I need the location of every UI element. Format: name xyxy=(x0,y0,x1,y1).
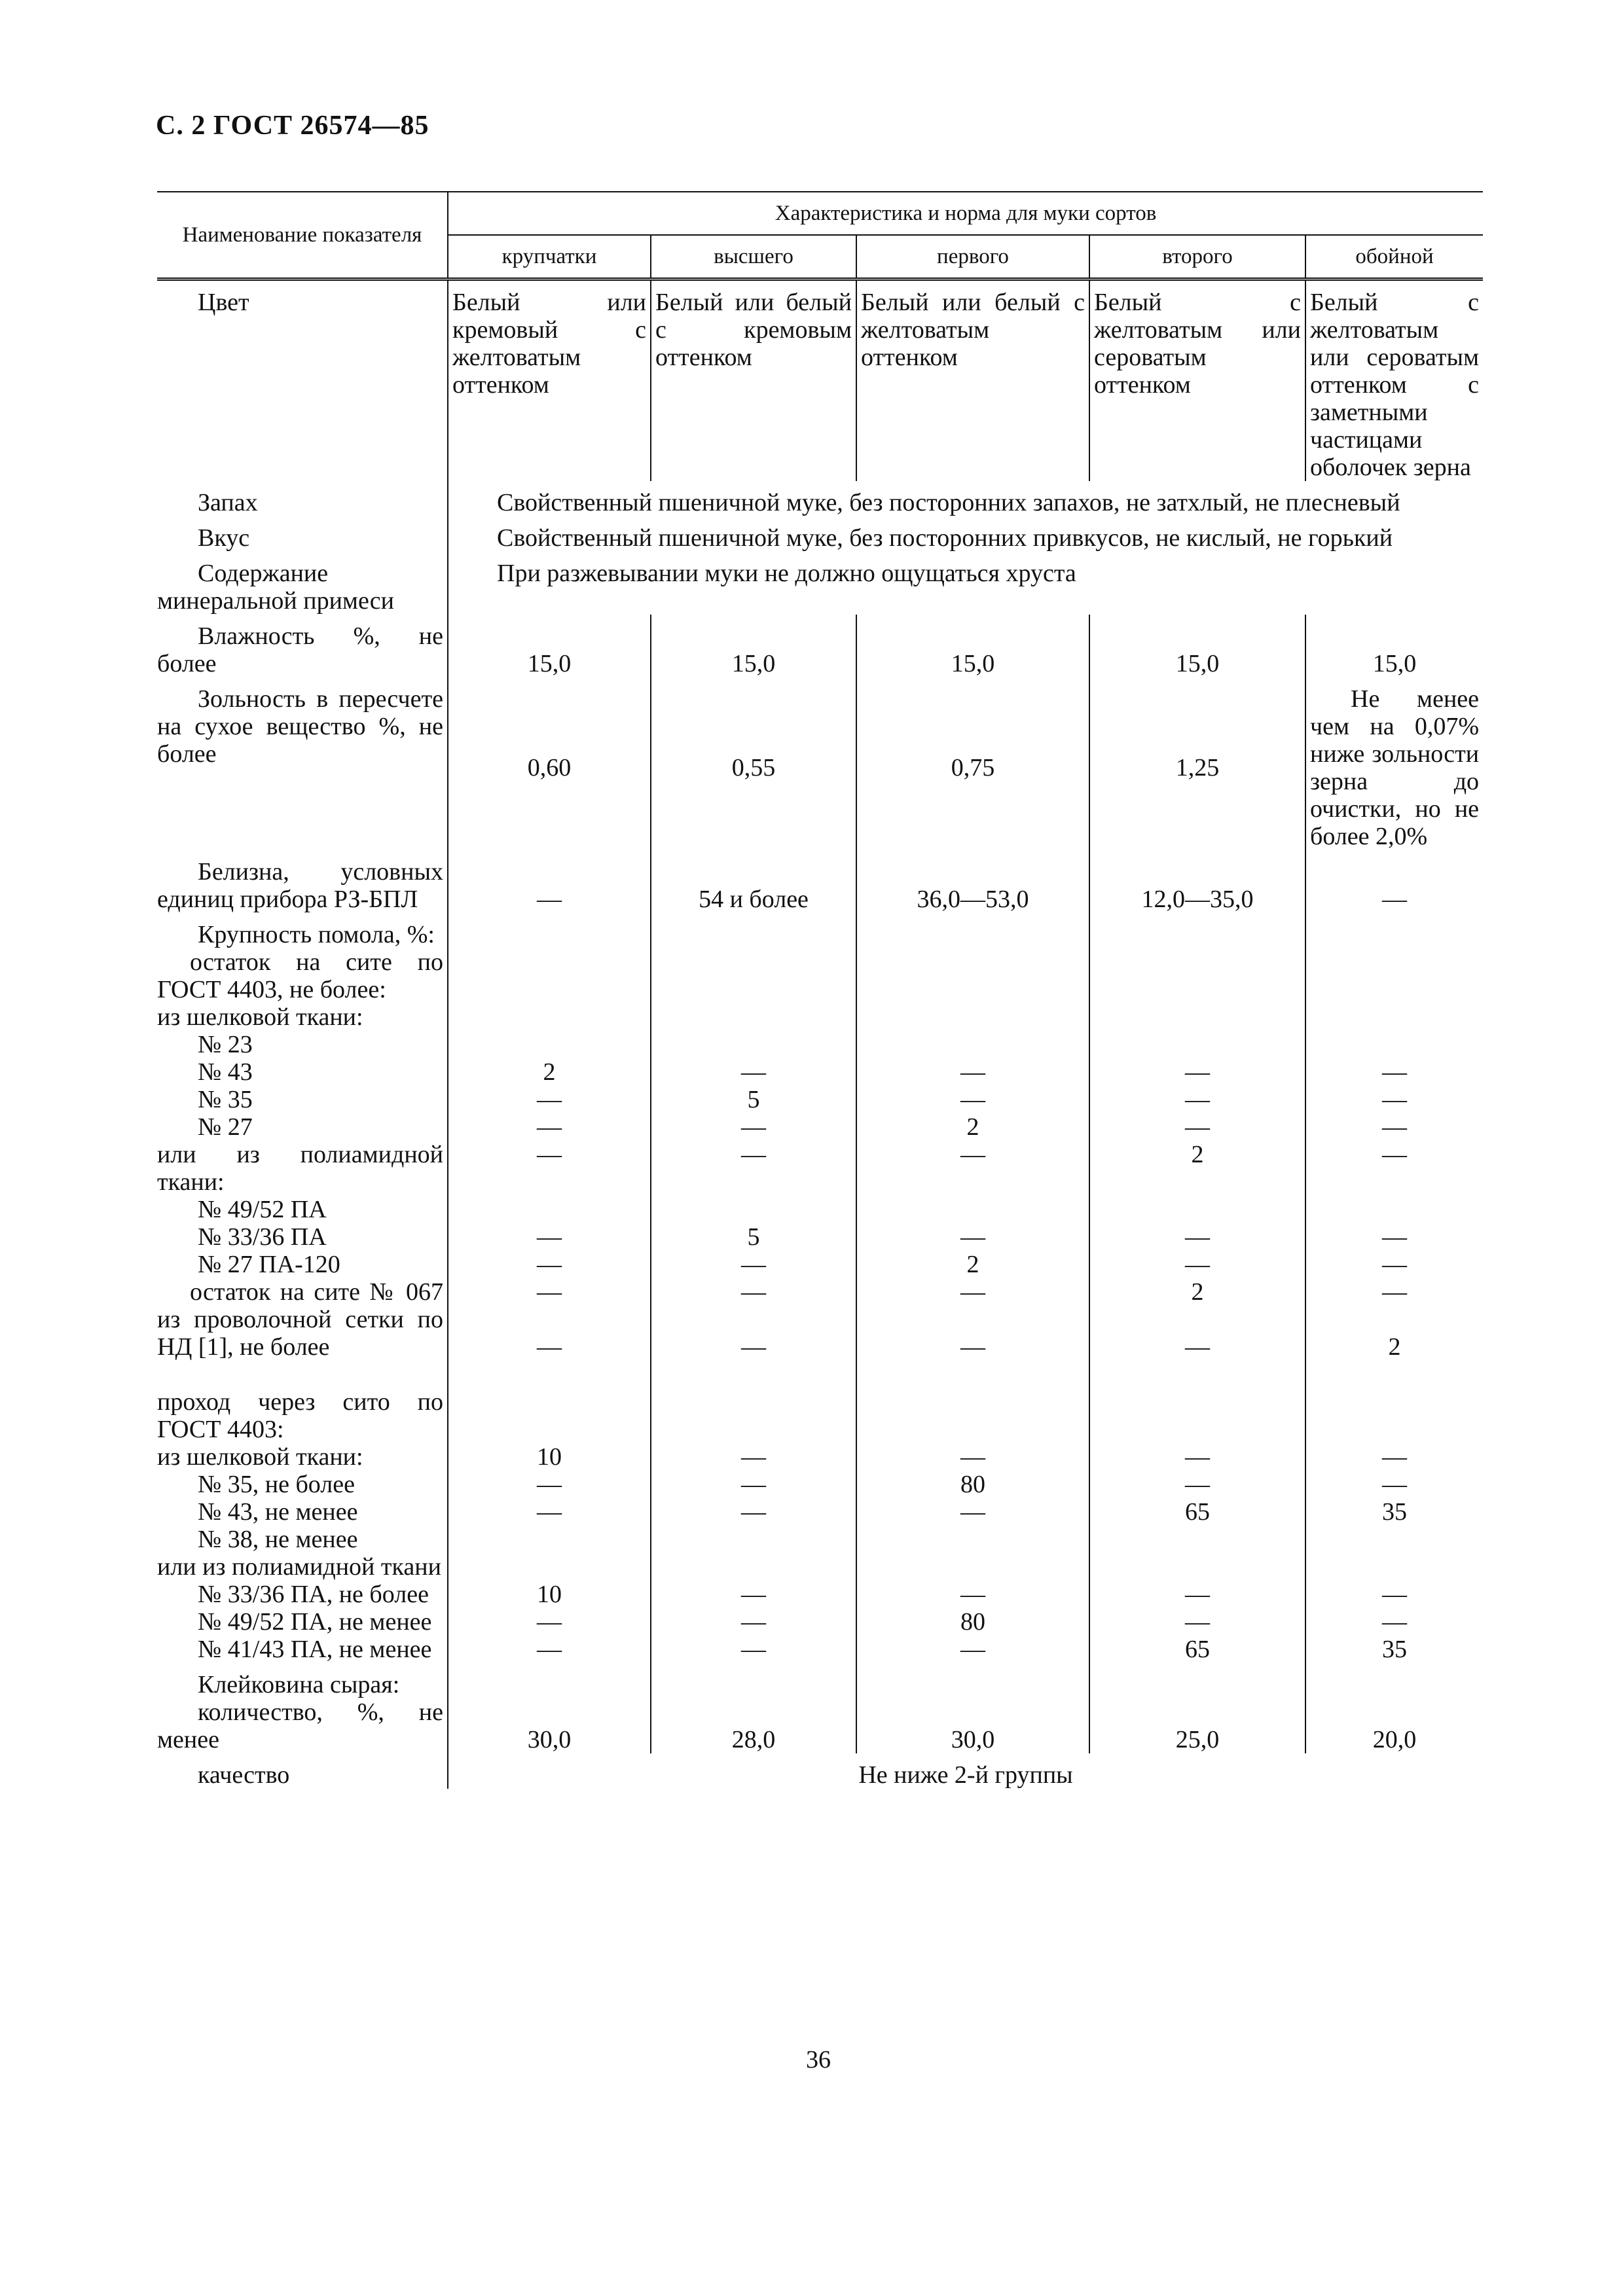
table-cell: 12,0—35,0 xyxy=(1089,850,1305,913)
table-cell: 10 xyxy=(537,1443,562,1471)
table-cell: Белый или белый с желтоватым оттенком xyxy=(856,279,1089,482)
grind-title: Крупность помола, %: xyxy=(198,921,435,948)
table-cell: Белый или кремовый с желтоватым оттенком xyxy=(448,279,651,482)
table-cell: — xyxy=(1382,1443,1408,1471)
table-cell-merged: При разжевывании муки не должно ощущаться хруста xyxy=(448,552,1483,615)
column-header-grade: высшего xyxy=(651,235,856,279)
row-label: Вкус xyxy=(198,524,250,552)
page-header: С. 2 ГОСТ 26574—85 xyxy=(156,111,429,141)
table-cell: 5 xyxy=(747,1223,760,1251)
table-cell: 15,0 xyxy=(1305,615,1483,677)
table-cell-merged: Не ниже 2-й группы xyxy=(448,1753,1483,1789)
row-label: Цвет xyxy=(198,289,249,316)
table-cell: 65 xyxy=(1185,1636,1210,1663)
sieve-label: № 27 ПА-120 xyxy=(198,1251,340,1278)
table-cell: 10 xyxy=(537,1581,562,1608)
row-label: Содержание минеральной примеси xyxy=(157,560,394,615)
sieve-label: № 41/43 ПА, не менее xyxy=(198,1636,432,1663)
row-label-group xyxy=(157,1663,448,1753)
table-cell: — xyxy=(741,1058,766,1086)
table-cell: — xyxy=(537,1223,562,1251)
table-cell-stack xyxy=(651,1388,856,1663)
column-header-grade: второго xyxy=(1089,235,1305,279)
table-cell: — xyxy=(537,1278,562,1306)
table-cell: — xyxy=(1185,1443,1210,1471)
table-cell: 2 xyxy=(1191,1278,1204,1306)
table-cell-merged: Свойственный пшеничной муке, без посторонних запахов, не затхлый, не плесневый xyxy=(448,481,1483,516)
table-cell: — xyxy=(1382,1141,1408,1168)
table-cell: — xyxy=(1305,850,1483,913)
table-cell: 80 xyxy=(960,1471,985,1498)
table-cell: — xyxy=(1382,1608,1408,1636)
column-header-grade: крупчатки xyxy=(448,235,651,279)
table-cell: — xyxy=(1382,1058,1408,1086)
table-cell: 0,55 xyxy=(651,677,856,850)
sieve-label: № 49/52 ПА xyxy=(198,1196,327,1223)
table-cell-stack xyxy=(651,913,856,1388)
table-row-smell xyxy=(157,481,1483,516)
table-cell: — xyxy=(1185,1251,1210,1278)
sieve-label: № 35, не более xyxy=(198,1471,355,1498)
table-cell: — xyxy=(741,1141,766,1168)
sieve-label: № 33/36 ПА xyxy=(198,1223,327,1251)
table-cell: 2 xyxy=(1191,1141,1204,1168)
table-cell-merged: Свойственный пшеничной муке, без посторонних привкусов, не кислый, не горький xyxy=(448,516,1483,552)
table-cell-stack xyxy=(856,1388,1089,1663)
table-cell: — xyxy=(1185,1608,1210,1636)
table-cell-stack xyxy=(1089,913,1305,1388)
table-cell: — xyxy=(741,1608,766,1636)
flour-quality-table xyxy=(157,191,1483,1789)
pass-title: проход через сито по ГОСТ 4403: xyxy=(157,1388,443,1443)
gluten-quantity-label: количество, %, не менее xyxy=(157,1698,443,1753)
sieve-label: № 35 xyxy=(198,1086,253,1113)
table-cell: — xyxy=(741,1251,766,1278)
row-label: Влажность %, не более xyxy=(157,622,443,677)
table-cell-stack xyxy=(448,913,651,1388)
table-cell: 15,0 xyxy=(1089,615,1305,677)
table-row-moisture xyxy=(157,615,1483,677)
table-cell: — xyxy=(741,1278,766,1306)
table-cell: 20,0 xyxy=(1305,1663,1483,1753)
sieve-label: № 38, не менее xyxy=(198,1526,358,1553)
table-cell: 30,0 xyxy=(448,1663,651,1753)
table-cell: 65 xyxy=(1185,1498,1210,1526)
table-cell: 28,0 xyxy=(651,1663,856,1753)
table-cell: — xyxy=(537,1636,562,1663)
table-cell: — xyxy=(1382,1251,1408,1278)
table-cell: — xyxy=(537,1251,562,1278)
row-label: Зольность в пересчете на сухое вещество %, не более xyxy=(157,685,443,768)
table-cell: — xyxy=(537,1333,562,1361)
table-cell: 30,0 xyxy=(856,1663,1089,1753)
table-cell: 2 xyxy=(1388,1333,1401,1361)
table-cell: — xyxy=(741,1636,766,1663)
table-cell: 1,25 xyxy=(1089,677,1305,850)
table-row-taste xyxy=(157,516,1483,552)
wire-label: остаток на сите № 067 из проволочной сетки по НД [1], не более xyxy=(157,1278,443,1361)
table-row-grind-residue xyxy=(157,913,1483,1388)
table-cell: — xyxy=(1382,1086,1408,1113)
table-cell: 25,0 xyxy=(1089,1663,1305,1753)
poly-title: или из полиамидной ткани: xyxy=(157,1141,443,1196)
table-row-ash xyxy=(157,677,1483,850)
table-cell: Не менее чем на 0,07% ниже зольности зерна до очистки, но не более 2,0% xyxy=(1305,677,1483,850)
table-cell: — xyxy=(1185,1333,1210,1361)
row-label: качество xyxy=(198,1761,290,1789)
table-cell: — xyxy=(741,1471,766,1498)
sieve-label: № 23 xyxy=(198,1031,253,1058)
table-cell: — xyxy=(741,1498,766,1526)
table-row-whiteness xyxy=(157,850,1483,913)
column-group-header: Характеристика и норма для муки сортов xyxy=(448,192,1483,235)
table-cell: — xyxy=(537,1498,562,1526)
row-label-group xyxy=(157,1388,448,1663)
silk-title: из шелковой ткани: xyxy=(157,1443,363,1471)
poly-title: или из полиамидной ткани xyxy=(157,1553,441,1581)
table-row-grind-pass xyxy=(157,1388,1483,1663)
table-cell: — xyxy=(1382,1223,1408,1251)
sieve-label: № 43 xyxy=(198,1058,253,1086)
table-row-gluten-quantity xyxy=(157,1663,1483,1753)
table-cell: — xyxy=(960,1333,985,1361)
table-cell: — xyxy=(1185,1113,1210,1141)
table-cell: — xyxy=(741,1113,766,1141)
table-cell: 5 xyxy=(747,1086,760,1113)
table-cell-stack xyxy=(856,913,1089,1388)
table-cell-stack xyxy=(448,1388,651,1663)
table-cell: — xyxy=(1185,1058,1210,1086)
table-cell: 80 xyxy=(960,1608,985,1636)
table-cell: Белый или белый с кремовым оттенком xyxy=(651,279,856,482)
table-cell: — xyxy=(960,1141,985,1168)
table-cell: — xyxy=(741,1333,766,1361)
table-cell: 36,0—53,0 xyxy=(856,850,1089,913)
table-cell: — xyxy=(960,1581,985,1608)
table-cell: 54 и более xyxy=(651,850,856,913)
table-cell-stack xyxy=(1305,913,1483,1388)
table-cell: — xyxy=(537,1608,562,1636)
table-cell: 0,75 xyxy=(856,677,1089,850)
table-cell: — xyxy=(960,1086,985,1113)
table-cell: 35 xyxy=(1382,1498,1408,1526)
table-cell: 15,0 xyxy=(651,615,856,677)
table-cell: 2 xyxy=(966,1113,979,1141)
table-cell-stack xyxy=(1305,1388,1483,1663)
sieve-label: № 33/36 ПА, не более xyxy=(198,1581,429,1608)
table-cell: 0,60 xyxy=(448,677,651,850)
table-cell: Белый с желтоватым или сероватым оттенком xyxy=(1089,279,1305,482)
residue-title: остаток на сите по ГОСТ 4403, не более: xyxy=(157,948,443,1003)
table-cell: — xyxy=(1382,1471,1408,1498)
table-cell: Белый с желтоватым или сероватым оттенком с заметными частицами оболочек зерна xyxy=(1305,279,1483,482)
table-cell: — xyxy=(1382,1581,1408,1608)
table-cell: 35 xyxy=(1382,1636,1408,1663)
gluten-title: Клейковина сырая: xyxy=(198,1671,400,1698)
row-label-group xyxy=(157,913,448,1388)
table-cell-stack xyxy=(1089,1388,1305,1663)
table-cell: — xyxy=(537,1141,562,1168)
sieve-label: № 27 xyxy=(198,1113,253,1141)
table-cell: — xyxy=(960,1058,985,1086)
table-row-mineral xyxy=(157,552,1483,615)
sieve-label: № 49/52 ПА, не менее xyxy=(198,1608,432,1636)
table-cell: 15,0 xyxy=(856,615,1089,677)
silk-title: из шелковой ткани: xyxy=(157,1003,363,1031)
table-cell: 2 xyxy=(966,1251,979,1278)
table-cell: 2 xyxy=(543,1058,556,1086)
column-header-indicator: Наименование показателя xyxy=(157,192,448,279)
table-row-color xyxy=(157,279,1483,482)
table-cell: — xyxy=(741,1443,766,1471)
table-cell: — xyxy=(1185,1223,1210,1251)
column-header-grade: обойной xyxy=(1305,235,1483,279)
table-cell: — xyxy=(1185,1581,1210,1608)
row-label: Запах xyxy=(198,489,258,516)
column-header-grade: первого xyxy=(856,235,1089,279)
table-cell: — xyxy=(960,1223,985,1251)
table-row-gluten-quality xyxy=(157,1753,1483,1789)
table-cell: 15,0 xyxy=(448,615,651,677)
table-cell: — xyxy=(1382,1113,1408,1141)
table-cell: — xyxy=(537,1113,562,1141)
table-cell: — xyxy=(741,1581,766,1608)
table-cell: — xyxy=(960,1498,985,1526)
table-cell: — xyxy=(537,1086,562,1113)
table-cell: — xyxy=(960,1443,985,1471)
table-cell: — xyxy=(1382,1278,1408,1306)
table-cell: — xyxy=(960,1278,985,1306)
table-cell: — xyxy=(1185,1086,1210,1113)
row-label: Белизна, условных единиц прибора РЗ-БПЛ xyxy=(157,858,443,913)
table-cell: — xyxy=(960,1636,985,1663)
table-cell: — xyxy=(1185,1471,1210,1498)
table-cell: — xyxy=(537,1471,562,1498)
sieve-label: № 43, не менее xyxy=(198,1498,358,1526)
table-cell: — xyxy=(448,850,651,913)
page-number: 36 xyxy=(806,2046,831,2073)
